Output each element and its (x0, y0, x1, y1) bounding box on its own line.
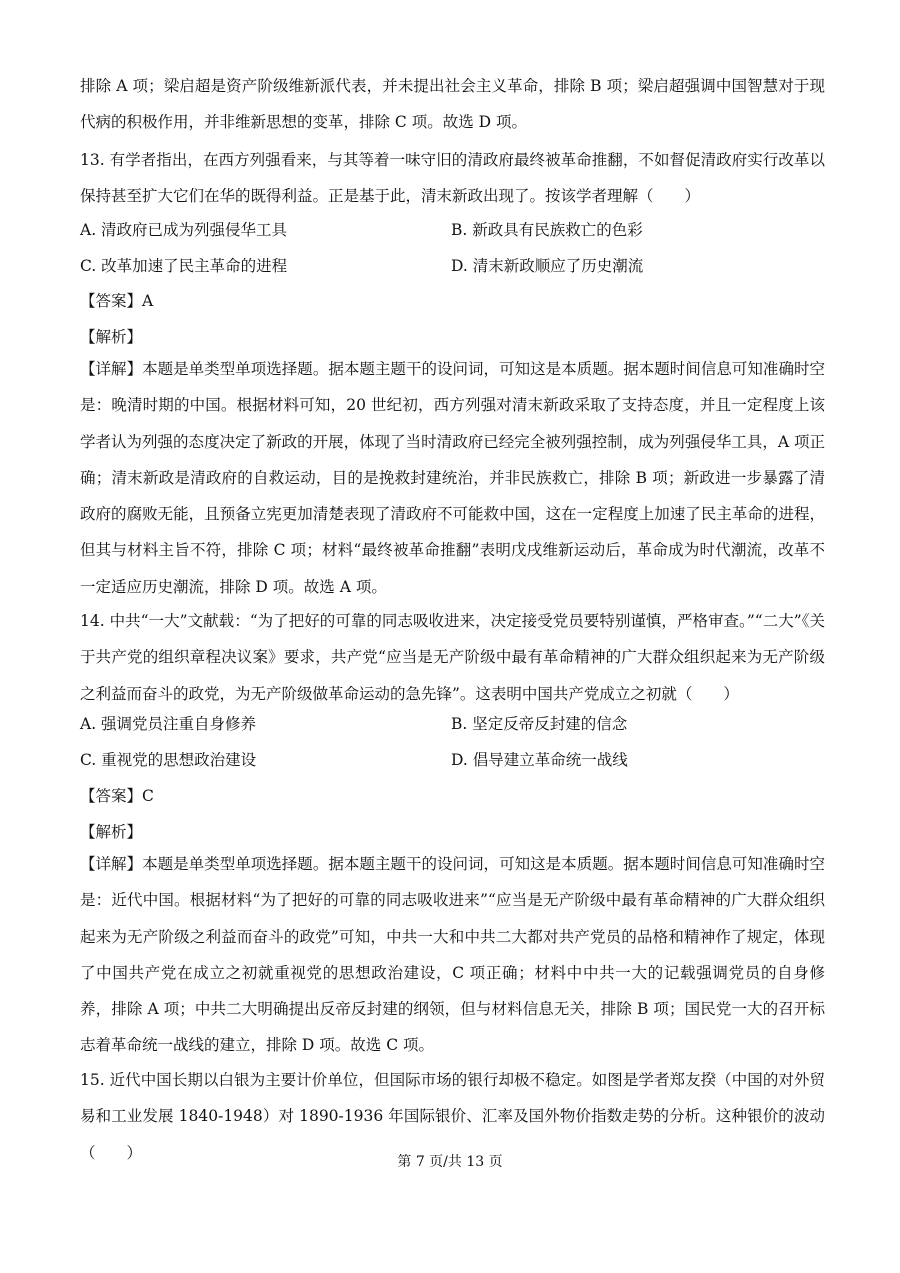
question-13-option-b: B. 新政具有民族救亡的色彩 (451, 221, 643, 239)
question-13-option-c: C. 改革加速了民主革命的进程 (80, 257, 288, 275)
question-14-option-b: B. 坚定反帝反封建的信念 (451, 715, 628, 733)
question-13-analysis-label: 【解析】 (80, 328, 143, 346)
question-13-option-a: A. 清政府已成为列强侵华工具 (80, 221, 288, 239)
question-14-option-d: D. 倡导建立革命统一战线 (451, 751, 628, 769)
question-13-detail: 【详解】本题是单类型单项选择题。据本题主题干的设问词，可知这是本质题。据本题时间信息可知准确时空是：晚清时期的中国。根据材料可知，20 世纪初，西方列强对清末新政采取了支持态度，并且一定程度上该学者认为列强的态度决定了新政的开展，体现了当时清政府已经完全被列强控制，成为列强侵华工具，A 项正确；清末新政是清政府的自救运动，目的是挽救封建统治，并非民族救亡，排除 B 项；新政进一步暴露了清政府的腐败无能，且预备立宪更加清楚表现了清政府不可能救中国，这在一定程度上加速了民主革命的进程，但其与材料主旨不符，排除 C 项；材料“最终被革命推翻”表明戊戌维新运动后，革命成为时代潮流，改革不一定适应历史潮流，排除 D 项。故选 A 项。 (80, 360, 825, 596)
question-15-stem: 15. 近代中国长期以白银为主要计价单位，但国际市场的银行却极不稳定。如图是学者郑友揆（中国的对外贸易和工业发展 1840-1948）对 1890-1936 年国际银价、汇率及国外物价指数走势的分析。这种银价的波动（ ） (80, 1071, 825, 1162)
question-13-answer: 【答案】A (80, 292, 154, 310)
question-14-answer: 【答案】C (80, 787, 154, 805)
question-14-analysis-label: 【解析】 (80, 823, 143, 841)
question-13-option-d: D. 清末新政顺应了历史潮流 (451, 257, 644, 275)
previous-question-analysis-end: 排除 A 项；梁启超是资产阶级维新派代表，并未提出社会主义革命，排除 B 项；梁启超强调中国智慧对于现代病的积极作用，并非维新思想的变革，排除 C 项。故选 D 项。 (80, 77, 825, 132)
question-14-stem: 14. 中共“一大”文献载：“为了把好的可靠的同志吸收进来，决定接受党员要特别谨慎，严格审查。”“二大”《关于共产党的组织章程决议案》要求，共产党“应当是无产阶级中最有革命精神的广大群众组织起来为无产阶级之利益而奋斗的政党，为无产阶级做革命运动的急先锋”。这表明中国共产党成立之初就（ ） (80, 612, 825, 703)
question-14-option-c: C. 重视党的思想政治建设 (80, 751, 257, 769)
question-14-option-a: A. 强调党员注重自身修养 (80, 715, 257, 733)
question-13-stem: 13. 有学者指出，在西方列强看来，与其等着一味守旧的清政府最终被革命推翻，不如督促清政府实行改革以保持甚至扩大它们在华的既得利益。正是基于此，清末新政出现了。按该学者理解（ ） (80, 151, 825, 206)
question-14-detail: 【详解】本题是单类型单项选择题。据本题主题干的设问词，可知这是本质题。据本题时间信息可知准确时空是：近代中国。根据材料“为了把好的可靠的同志吸收进来”“应当是无产阶级中最有革命精神的广大群众组织起来为无产阶级之利益而奋斗的政党”可知，中共一大和中共二大都对共产党员的品格和精神作了规定，体现了中国共产党在成立之初就重视党的思想政治建设，C 项正确；材料中中共一大的记载强调党员的自身修养，排除 A 项；中共二大明确提出反帝反封建的纲领，但与材料信息无关，排除 B 项；国民党一大的召开标志着革命统一战线的建立，排除 D 项。故选 C 项。 (80, 855, 825, 1055)
page-footer: 第 7 页/共 13 页 (397, 1154, 503, 1170)
